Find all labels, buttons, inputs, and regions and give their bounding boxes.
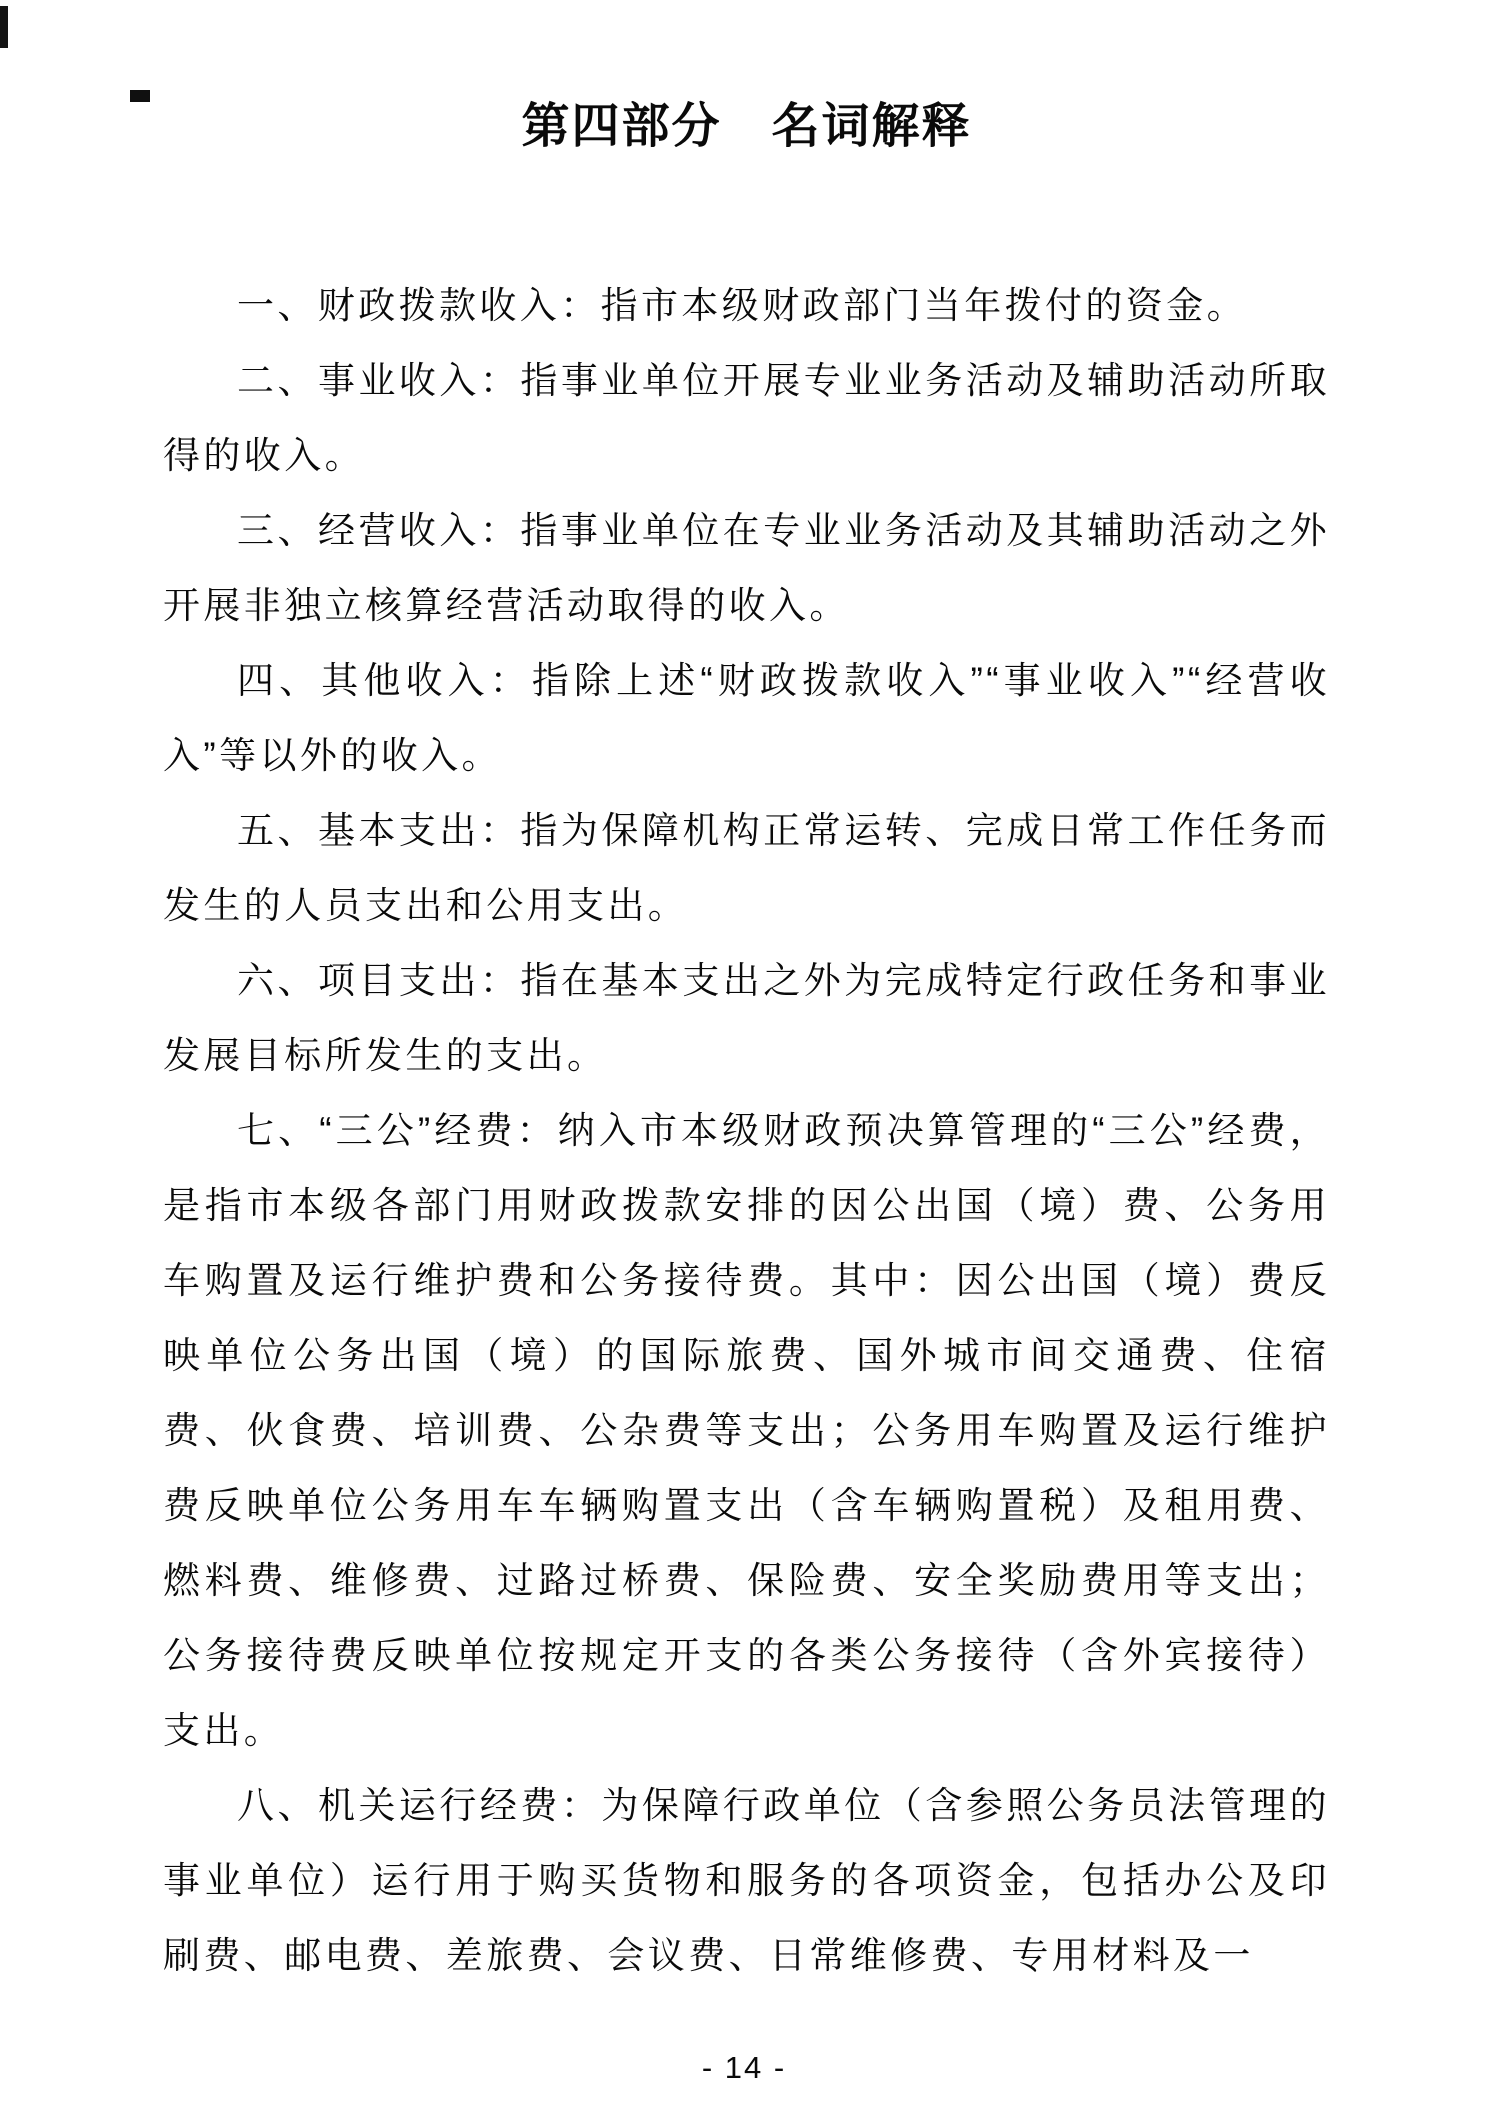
scan-artifact-corner (0, 6, 8, 48)
document-body (163, 96, 1330, 1993)
term-definition-institutional-income: 二、事业收入：指事业单位开展专业业务活动及辅助活动所取得的收入。 (163, 360, 1330, 477)
page-title: 第四部分 名词解释 (521, 100, 972, 153)
definitions-list (163, 268, 1330, 1993)
page-number: - 14 - (701, 2050, 787, 2085)
term-definition-other-income: 四、其他收入：指除上述“财政拨款收入”“事业收入”“经营收入”等以外的收入。 (163, 660, 1330, 777)
term-definition-project-expenditure: 六、项目支出：指在基本支出之外为完成特定行政任务和事业发展目标所发生的支出。 (163, 960, 1330, 1077)
term-definition-three-public-funds: 七、“三公”经费：纳入市本级财政预决算管理的“三公”经费，是指市本级各部门用财政拨款安排的因公出国（境）费、公务用车购置及运行维护费和公务接待费。其中：因公出国（境）费反映单位公务出国（境）的国际旅费、国外城市间交通费、住宿费、伙食费、培训费、公杂费等支出；公务用车购置及运行维护费反映单位公务用车车辆购置支出（含车辆购置税）及租用费、燃料费、维修费、过路过桥费、保险费、安全奖励费用等支出；公务接待费反映单位按规定开支的各类公务接待（含外宾接待）支出。 (163, 1110, 1330, 1752)
scan-artifact-speck (130, 90, 150, 102)
term-definition-agency-operating-funds: 八、机关运行经费：为保障行政单位（含参照公务员法管理的事业单位）运行用于购买货物和服务的各项资金，包括办公及印刷费、邮电费、差旅费、会议费、日常维修费、专用材料及一 (163, 1785, 1330, 1977)
term-definition-basic-expenditure: 五、基本支出：指为保障机构正常运转、完成日常工作任务而发生的人员支出和公用支出。 (163, 810, 1330, 927)
term-definition-fiscal-appropriation-income: 一、财政拨款收入：指市本级财政部门当年拨付的资金。 (237, 285, 1247, 327)
term-definition-operating-income: 三、经营收入：指事业单位在专业业务活动及其辅助活动之外开展非独立核算经营活动取得的收入。 (163, 510, 1330, 627)
